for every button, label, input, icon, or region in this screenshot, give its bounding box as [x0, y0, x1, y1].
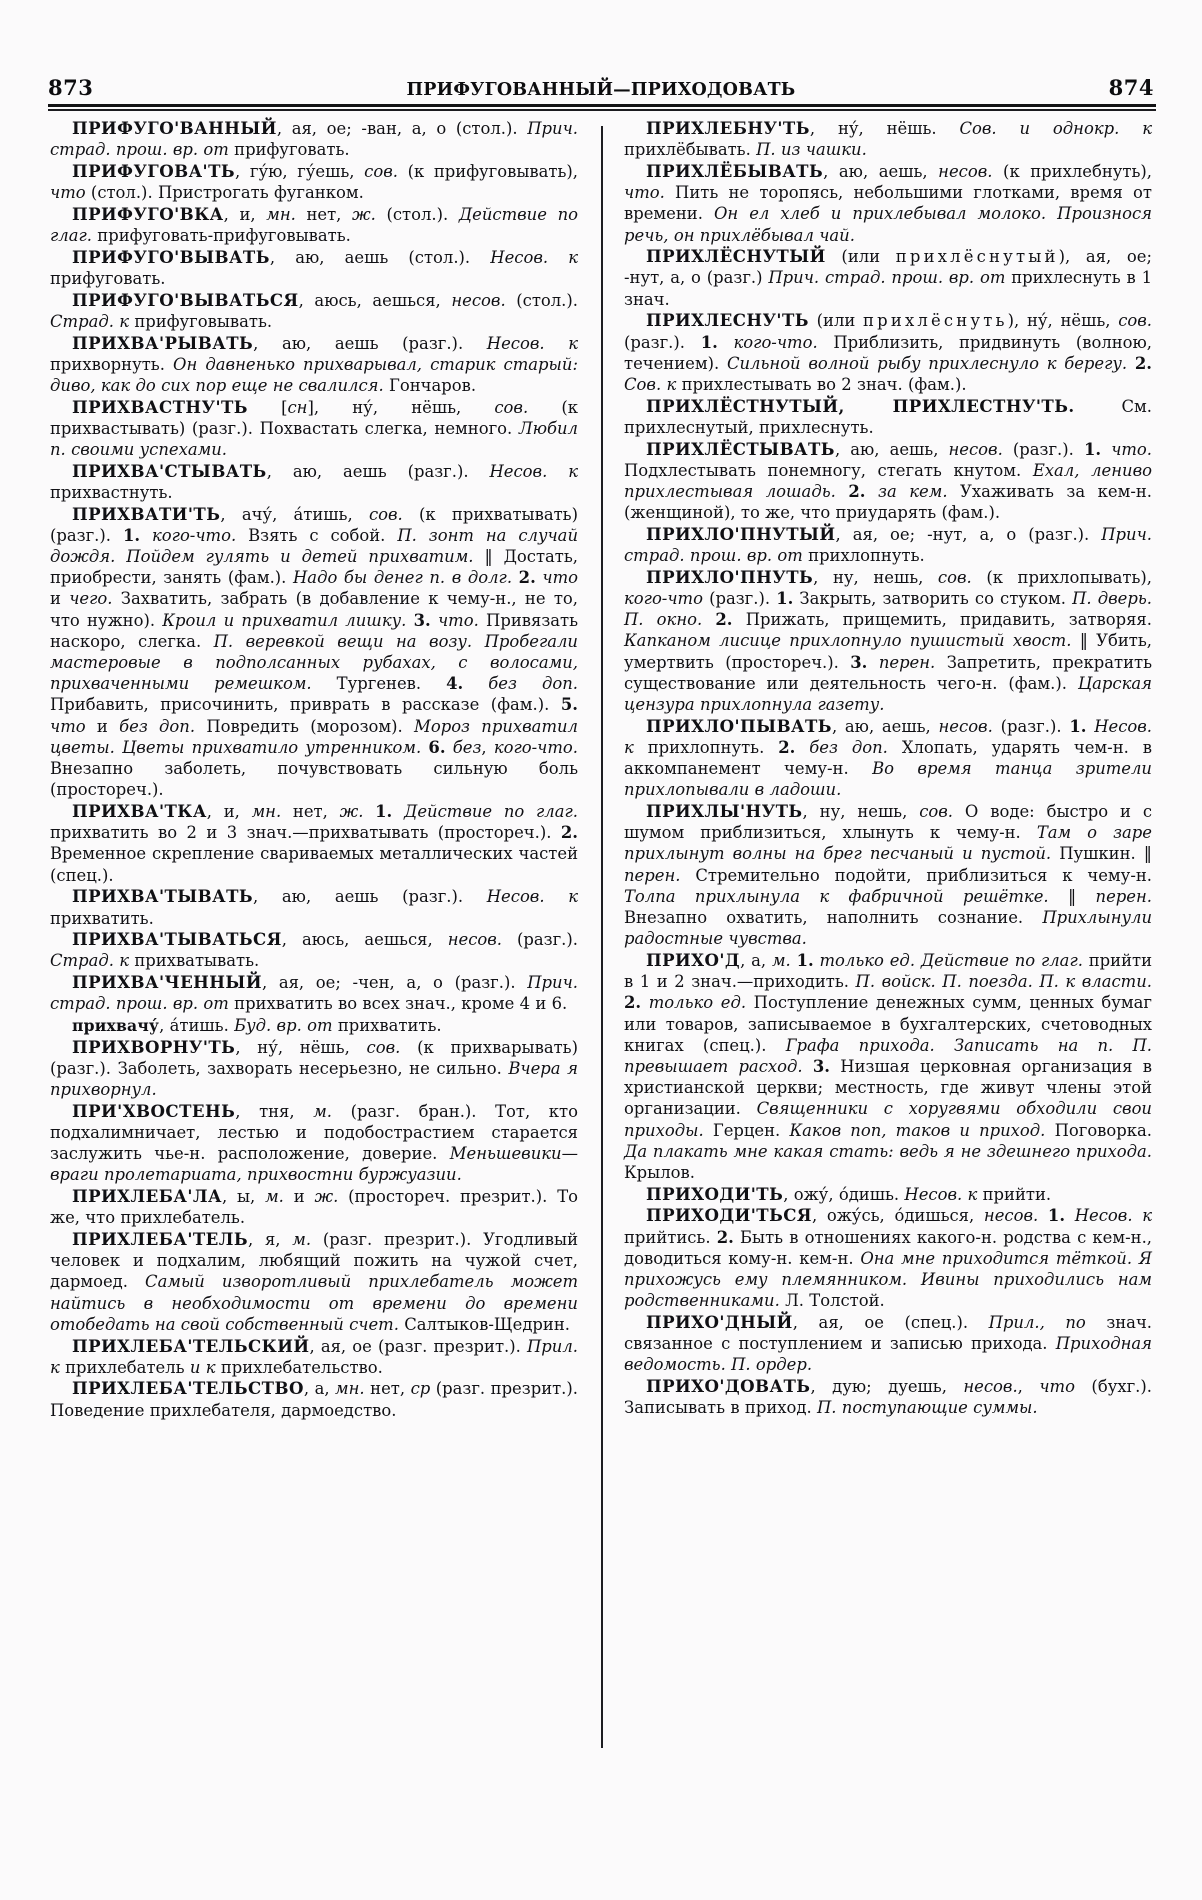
column-gutter: [582, 118, 622, 1768]
dictionary-entry: [624, 801, 1152, 949]
grammatical-abbreviation: перен.: [624, 865, 681, 885]
grammatical-abbreviation: что: [1039, 1376, 1075, 1396]
entry-definition: , аю, аешь (разг.). Несов. к прихватить.: [50, 887, 578, 928]
grammatical-abbreviation: сов.: [494, 397, 529, 417]
grammatical-abbreviation: П. войск. П. поезда. П. к власти.: [855, 972, 1152, 992]
entry-headword: ПРИФУГОВА'ТЬ: [72, 160, 236, 181]
entry-definition: , аю, аешь (разг.). Несов. к прихвастнуть.: [50, 461, 579, 502]
entry-headword: ПРИ'ХВОСТЕНЬ: [72, 1100, 236, 1121]
entry-headword: ПРИХВА'ТЫВАТЬСЯ: [72, 929, 282, 950]
dictionary-entry: [624, 716, 1152, 801]
sense-number: 5.: [560, 695, 578, 715]
entry-definition: , аю, аешь (разг.). Несов. к прихворнуть. Он давненько прихварывал, старик старый: диво, как до сих пор еще не свалился. Гончаров.: [50, 333, 579, 395]
entry-headword: ПРИХОДИ'ТЬСЯ: [646, 1205, 812, 1226]
grammatical-abbreviation: ср: [410, 1379, 431, 1399]
grammatical-abbreviation: П. зонт на случай дождя. Пойдем гулять и детей прихватим.: [50, 525, 578, 567]
entry-headword: ПРИФУГО'ВЫВАТЬСЯ: [72, 289, 299, 310]
dictionary-entry: [50, 504, 578, 801]
grammatical-abbreviation: Прич. страд. прош. вр. от: [624, 524, 1152, 566]
dictionary-entry: [50, 397, 578, 461]
grammatical-abbreviation: что: [50, 183, 86, 203]
grammatical-abbreviation: Буд. вр. от: [234, 1016, 333, 1036]
sense-number: 2.: [715, 610, 733, 630]
sense-number: 1.: [796, 950, 814, 970]
entry-headword: ПРИХЛЕБА'ТЕЛЬ: [72, 1229, 249, 1250]
grammatical-abbreviation: несов.: [938, 716, 993, 736]
sense-number: 1.: [122, 525, 141, 545]
grammatical-abbreviation: м.: [313, 1101, 333, 1121]
grammatical-abbreviation: кого-что.: [493, 737, 578, 757]
entry-definition: , аю, аешь, несов. (к прихлебнуть), что. Пить не торопясь, небольшими глотками, время от времени. Он ел хлеб и прихлебывал молоко. Произнося речь, он прихлёбывал чай.: [624, 161, 1152, 245]
variant-headword-spaced: прихлёснуть: [863, 311, 1008, 331]
grammatical-abbreviation: Страд. к: [50, 951, 130, 971]
running-title: ПРИФУГОВАННЫЙ—ПРИХОДОВАТЬ: [406, 80, 796, 100]
grammatical-abbreviation: м.: [771, 950, 791, 970]
entry-headword: ПРИФУГО'ВАННЫЙ: [72, 118, 277, 138]
entry-headword: ПРИХВАСТНУ'ТЬ: [72, 396, 248, 417]
entry-headword: ПРИХО'ДНЫЙ: [646, 1311, 793, 1332]
grammatical-abbreviation: П. поступающие суммы.: [816, 1398, 1038, 1418]
entry-definition: , аюсь, аешься, несов. (стол.). Страд. к прифуговывать.: [50, 290, 578, 331]
grammatical-abbreviation: Любил п. своими успехами.: [50, 418, 578, 460]
grammatical-abbreviation: несов.: [938, 161, 993, 181]
grammatical-abbreviation: Графа прихода. Записать на п. П. превышает расход.: [624, 1035, 1152, 1076]
grammatical-abbreviation: несов.: [983, 1206, 1039, 1226]
grammatical-abbreviation: Да плакать мне какая стать: ведь я не здешнего прихода.: [624, 1141, 1152, 1161]
grammatical-abbreviation: несов.: [447, 930, 502, 950]
grammatical-abbreviation: Во время танца зрители прихлопывали в ладоши.: [624, 759, 1152, 800]
entry-definition: , ну, нешь, сов. О воде: быстро и с шумом приблизиться, хлынуть к чему-н. Там о заре прихлынут волны на брег песчаный и пустой. Пушкин. ‖ перен. Стремительно подойти, приблизиться к чему-н. Толпа прихлынула к фабричной решётке. ‖ перен. Внезапно охватить, наполнить сознание. Прихлынули радостные чувства.: [624, 802, 1153, 949]
entry-definition: , гу́ю, гу́ешь, сов. (к прифуговывать), что (стол.). Пристрогать фуганком.: [50, 161, 578, 203]
entry-definition: , а, м. 1. только ед. Действие по глаг. прийти в 1 и 2 знач.—приходить. П. войск. П. поезда. П. к власти. 2. только ед. Поступление денежных сумм, ценных бумаг или товаров, записываемое в бухгалтерских, счетоводных книгах (спец.). Графа прихода. Записать на п. П. превышает расход. 3. Низшая церковная организация в христианской церкви; местность, где живут члены этой организации. Священники с хоругвями обходили свои приходы. Герцен. Каков поп, таков и приход. Поговорка. Да плакать мне какая стать: ведь я не здешнего прихода. Крылов.: [624, 950, 1153, 1182]
grammatical-abbreviation: Прич. страд. прош. вр. от: [50, 973, 578, 1014]
sense-number: 2.: [624, 993, 642, 1013]
grammatical-abbreviation: Несов. к: [489, 461, 579, 481]
right-column: [622, 118, 1156, 1768]
header-rule: [48, 104, 1156, 111]
grammatical-abbreviation: Самый изворотливый прихлебатель может найтись в необходимости от времени до времени отобедать на свой собственный счет.: [50, 1272, 578, 1334]
sense-number: 3.: [413, 610, 431, 630]
dictionary-entry: [50, 161, 578, 203]
dictionary-entry: [50, 118, 578, 160]
grammatical-abbreviation: Действие по глаг.: [404, 802, 578, 821]
dictionary-entry: [50, 333, 578, 397]
grammatical-abbreviation: что.: [437, 610, 479, 630]
sense-number: 1.: [776, 588, 794, 608]
grammatical-abbreviation: П. из чашки.: [756, 140, 867, 160]
grammatical-abbreviation: без доп.: [809, 737, 888, 757]
grammatical-abbreviation: Там о заре прихлынут волны на брег песчаный и пустой.: [624, 823, 1153, 864]
sense-number: 2.: [778, 737, 796, 757]
dictionary-entry: [624, 246, 1152, 310]
entry-headword: ПРИХВАТИ'ТЬ: [72, 503, 221, 524]
dictionary-entry: [624, 950, 1152, 1183]
entry-definition: , ая, ое (спец.). Прил., по знач. связанное с поступлением и записью прихода. Приходная ведомость. П. ордер.: [624, 1312, 1153, 1375]
dictionary-entry: [624, 567, 1152, 715]
dictionary-entry: [50, 247, 578, 289]
grammatical-abbreviation: Несов. к: [624, 716, 1153, 757]
dictionary-entry: [624, 310, 1152, 395]
grammatical-abbreviation: Он ел хлеб и прихлебывал молоко. Произнося речь, он прихлёбывал чай.: [624, 204, 1152, 245]
dictionary-entry: [624, 161, 1152, 246]
folio-right: 874: [1108, 75, 1154, 100]
grammatical-abbreviation: несов.: [963, 1376, 1018, 1396]
entry-headword: прихвачу́: [72, 1016, 160, 1036]
dictionary-entry: [624, 118, 1152, 160]
grammatical-abbreviation: Священники с хоругвями обходили свои приходы.: [624, 1099, 1152, 1140]
grammatical-abbreviation: Несов. к: [1074, 1206, 1153, 1226]
left-column-body: [48, 118, 582, 1421]
grammatical-abbreviation: кого-что: [624, 588, 703, 608]
entry-headword: ПРИХЛЕБА'ЛА: [72, 1186, 222, 1207]
sense-number: 2.: [518, 568, 536, 588]
entry-definition: , ая, ое; -ван, а, о (стол.). Прич. страд. прош. вр. от прифуговать.: [50, 119, 578, 160]
grammatical-abbreviation: только ед. Действие по глаг.: [819, 950, 1083, 970]
entry-definition: (или прихлёснуть), ну́, нёшь, сов. (разг.). 1. кого-что. Приблизить, придвинуть (волною, течением). Сильной волной рыбу прихлеснуло к берегу. 2. Сов. к прихлестывать во 2 знач. (фам.).: [624, 311, 1153, 394]
entry-headword: ПРИФУГО'ВЫВАТЬ: [72, 246, 270, 267]
dictionary-entry: [624, 439, 1152, 524]
dictionary-entry: [50, 972, 578, 1014]
grammatical-abbreviation: Прич. страд. прош. вр. от: [768, 268, 1006, 288]
grammatical-abbreviation: сов.: [937, 567, 972, 587]
dictionary-entry: [50, 1015, 578, 1036]
dictionary-entry: [50, 1101, 578, 1186]
grammatical-abbreviation: Страд. к: [50, 311, 130, 331]
grammatical-abbreviation: м.: [292, 1230, 312, 1250]
sense-number: 2.: [560, 823, 578, 843]
grammatical-abbreviation: что.: [1111, 439, 1153, 459]
grammatical-abbreviation: Царская цензура прихлопнула газету.: [624, 673, 1152, 714]
sense-number: 1.: [375, 802, 393, 821]
grammatical-abbreviation: Прил., по: [988, 1312, 1086, 1332]
entry-definition: , ая, ое; -чен, а, о (разг.). Прич. страд. прош. вр. от прихватить во всех знач., кроме 4 и 6.: [50, 973, 578, 1014]
dictionary-entry: [50, 1037, 578, 1101]
left-column: [48, 118, 582, 1768]
entry-definition: , ну́, нёшь. Сов. и однокр. к прихлёбывать. П. из чашки.: [624, 119, 1152, 160]
grammatical-abbreviation: Ехал, лениво прихлестывая лошадь.: [624, 460, 1152, 501]
entry-headword: ПРИХВОРНУ'ТЬ: [72, 1036, 236, 1057]
grammatical-abbreviation: Каков поп, таков и приход.: [789, 1120, 1046, 1140]
right-column-body: [622, 118, 1156, 1418]
entry-definition: , аюсь, аешься, несов. (разг.). Страд. к прихватывать.: [50, 930, 578, 971]
entry-headword: ПРИХЛЕСНУ'ТЬ: [646, 310, 809, 331]
entry-headword: ПРИХЛЁБЫВАТЬ: [646, 160, 824, 181]
grammatical-abbreviation: мн.: [251, 802, 282, 821]
grammatical-abbreviation: несов.: [948, 439, 1003, 459]
dictionary-entry: [624, 1376, 1152, 1418]
grammatical-abbreviation: П. дверь. П. окно.: [624, 588, 1153, 630]
entry-headword: ПРИХЛЁСТНУТЫЙ, ПРИХЛЕСТНУ'ТЬ.: [646, 395, 1075, 416]
grammatical-abbreviation: без: [452, 737, 482, 757]
sense-number: 1.: [700, 332, 718, 352]
dictionary-entry: [50, 886, 578, 928]
sense-number: 3.: [812, 1056, 831, 1076]
entry-headword: ПРИХОДИ'ТЬ: [646, 1183, 784, 1204]
entry-headword: ПРИХВА'СТЫВАТЬ: [72, 460, 267, 481]
grammatical-abbreviation: мн.: [266, 204, 296, 224]
entry-definition: , ая, ое (разг. презрит.). Прил. к прихлебатель и к прихлебательство.: [50, 1336, 578, 1377]
grammatical-abbreviation: перен.: [878, 652, 936, 672]
entry-headword: ПРИХЛЫ'НУТЬ: [646, 801, 803, 821]
grammatical-abbreviation: П. веревкой вещи на возу. Пробегали мастеровые в подполсанных рубахах, с волосами, прихваченными ремешком.: [50, 631, 578, 694]
grammatical-abbreviation: Он давненько прихварывал, старик старый: диво, как до сих пор еще не свалился.: [50, 354, 578, 395]
grammatical-abbreviation: только ед.: [648, 993, 747, 1013]
sense-number: 2.: [848, 481, 866, 501]
grammatical-abbreviation: сов.: [919, 802, 954, 821]
grammatical-abbreviation: Несов. к: [486, 887, 578, 907]
column-divider-rule: [601, 126, 603, 1748]
grammatical-abbreviation: Вчера я прихворнул.: [50, 1058, 578, 1100]
entry-headword: ПРИХЛЕБНУ'ТЬ: [646, 118, 810, 138]
entry-definition: , а, мн. нет, ср (разг. презрит.). Поведение прихлебателя, дармоедство.: [50, 1379, 578, 1420]
grammatical-abbreviation: Действие по глаг.: [50, 204, 578, 246]
grammatical-abbreviation: Мороз прихватил цветы. Цветы прихватило утренником.: [50, 716, 578, 757]
sense-number: 1.: [1047, 1206, 1066, 1226]
entry-headword: ПРИХВА'ЧЕННЫЙ: [72, 972, 262, 993]
sense-number: 2.: [1134, 353, 1152, 373]
dictionary-entry: [50, 1186, 578, 1228]
grammatical-abbreviation: Прихлынули радостные чувства.: [624, 908, 1152, 949]
entry-definition: , аю, аешь, несов. (разг.). 1. что. Подхлестывать понемногу, стегать кнутом. Ехал, лениво прихлестывая лошадь. 2. за кем. Ухаживать за кем-н. (женщиной), то же, что приударять (фам.).: [624, 439, 1153, 523]
variant-headword-spaced: прихлёснутый: [895, 247, 1059, 267]
grammatical-abbreviation: сов.: [366, 1037, 401, 1057]
entry-headword: ПРИХЛЁСНУТЫЙ: [646, 246, 826, 267]
dictionary-entry: [50, 461, 578, 503]
grammatical-abbreviation: сов.: [364, 161, 398, 181]
grammatical-abbreviation: Сов. к: [624, 374, 677, 394]
entry-definition: , а́тишь. Буд. вр. от прихватить.: [159, 1016, 442, 1036]
grammatical-abbreviation: несов.: [451, 290, 506, 310]
sense-number: 2.: [716, 1227, 734, 1247]
grammatical-abbreviation: кого-что.: [152, 525, 237, 545]
grammatical-abbreviation: ж.: [314, 1187, 339, 1207]
column-container: [48, 118, 1156, 1768]
entry-headword: ПРИХЛО'ПНУТЫЙ: [646, 523, 836, 544]
sense-number: 1.: [1069, 716, 1087, 736]
entry-headword: ПРИХЛЁСТЫВАТЬ: [646, 438, 835, 459]
entry-headword: ПРИХО'ДОВАТЬ: [646, 1375, 811, 1396]
entry-headword: ПРИХВА'ТЫВАТЬ: [72, 886, 254, 907]
entry-headword: ПРИХВА'РЫВАТЬ: [72, 332, 254, 353]
entry-definition: (или прихлёснутый), ая, ое; -нут, а, о (разг.) Прич. страд. прош. вр. от прихлеснуть в 1 знач.: [624, 247, 1152, 309]
entry-headword: ПРИХВА'ТКА: [72, 801, 207, 821]
grammatical-abbreviation: и к: [189, 1357, 216, 1377]
grammatical-abbreviation: ж.: [352, 204, 376, 224]
entry-definition: [сн], ну́, нёшь, сов. (к прихвастывать) (разг.). Похвастать слегка, немного. Любил п. своими успехами.: [50, 397, 578, 460]
grammatical-abbreviation: сн: [287, 397, 308, 417]
dictionary-entry: [50, 290, 578, 332]
entry-definition: См. прихлеснутый, прихлеснуть.: [624, 396, 1153, 437]
grammatical-abbreviation: Надо бы денег п. в долг.: [293, 568, 513, 588]
page-header: [48, 66, 1154, 100]
grammatical-abbreviation: Меньшевики—враги пролетариата, прихвостни буржуазии.: [50, 1144, 578, 1185]
dictionary-entry: [50, 1336, 578, 1378]
grammatical-abbreviation: кого-что.: [733, 332, 818, 352]
grammatical-abbreviation: Несов. к: [490, 247, 579, 267]
dictionary-entry: [50, 929, 578, 971]
entry-headword: ПРИХЛЕБА'ТЕЛЬСТВО: [72, 1378, 304, 1399]
sense-number: 1.: [1083, 439, 1102, 459]
entry-definition: , ачу́, а́тишь, сов. (к прихватывать) (разг.). 1. кого-что. Взять с собой. П. зонт на случай дождя. Пойдем гулять и детей прихватим. ‖ Достать, приобрести, занять (фам.). Надо бы денег п. в долг. 2. что и чего. Захватить, забрать (в добавление к чему-н., не то, что нужно). Кроил и прихватил лишку. 3. что. Привязать наскоро, слегка. П. веревкой вещи на возу. Пробегали мастеровые в подполсанных рубахах, с волосами, прихваченными ремешком. Тургенев. 4. без доп. Прибавить, присочинить, приврать в рассказе (фам.). 5. что и без доп. Повредить (морозом). Мороз прихватил цветы. Цветы прихватило утренником. 6. без, кого-что. Внезапно заболеть, почувствовать сильную боль (простореч.).: [50, 504, 579, 800]
grammatical-abbreviation: без доп.: [119, 716, 196, 736]
folio-left: 873: [48, 75, 94, 100]
entry-headword: ПРИХЛЕБА'ТЕЛЬСКИЙ: [72, 1335, 310, 1356]
grammatical-abbreviation: без доп.: [488, 674, 578, 694]
grammatical-abbreviation: Несов. к: [904, 1184, 978, 1204]
grammatical-abbreviation: Капканом лисице прихлопнуло пушистый хвост.: [624, 631, 1072, 651]
grammatical-abbreviation: сов.: [1118, 311, 1153, 331]
header-rule-thin: [48, 109, 1156, 111]
grammatical-abbreviation: Она мне приходится тёткой. Я прихожусь ему племянником. Ивины приходились нам родственниками.: [624, 1248, 1152, 1311]
entry-headword: ПРИХЛО'ПЫВАТЬ: [646, 715, 832, 736]
grammatical-abbreviation: м.: [265, 1187, 284, 1207]
entry-definition: , ну́, нёшь, сов. (к прихварывать) (разг.). Заболеть, захворать несерьезно, не сильно. Вчера я прихворнул.: [50, 1037, 578, 1100]
dictionary-entry: [624, 1312, 1152, 1376]
dictionary-entry: [50, 204, 578, 246]
grammatical-abbreviation: Сильной волной рыбу прихлеснуло к берегу.: [726, 353, 1128, 373]
entry-definition: , ая, ое; -нут, а, о (разг.). Прич. страд. прош. вр. от прихлопнуть.: [624, 524, 1152, 566]
entry-definition: , ожу́, о́дишь. Несов. к прийти.: [783, 1184, 1052, 1204]
grammatical-abbreviation: сов.: [368, 504, 403, 524]
grammatical-abbreviation: что.: [624, 183, 665, 203]
entry-headword: ПРИХО'Д: [646, 949, 741, 970]
grammatical-abbreviation: ж.: [339, 802, 364, 821]
grammatical-abbreviation: Кроил и прихватил лишку.: [162, 610, 407, 630]
entry-definition: , и, мн. нет, ж. (стол.). Действие по глаг. прифуговать-прифуговывать.: [50, 204, 578, 246]
dictionary-entry: [624, 524, 1152, 566]
entry-definition: , дую; дуешь, несов., что (бухг.). Записывать в приход. П. поступающие суммы.: [624, 1376, 1152, 1418]
dictionary-entry: [50, 801, 578, 886]
grammatical-abbreviation: за кем.: [878, 481, 948, 501]
entry-definition: , аю, аешь, несов. (разг.). 1. Несов. к прихлопнуть. 2. без доп. Хлопать, ударять чем-н. в аккомпанемент чему-н. Во время танца зрители прихлопывали в ладоши.: [624, 716, 1153, 800]
sense-number: 6.: [428, 737, 446, 757]
entry-definition: , аю, аешь (стол.). Несов. к прифуговать.: [50, 247, 579, 288]
entry-definition: , ну, нешь, сов. (к прихлопывать), кого-что (разг.). 1. Закрыть, затворить со стуком. П. дверь. П. окно. 2. Прижать, прищемить, придавить, затворяя. Капканом лисице прихлопнуло пушистый хвост. ‖ Убить, умертвить (простореч.). 3. перен. Запретить, прекратить существование или деятельность чего-н. (фам.). Царская цензура прихлопнула газету.: [624, 567, 1153, 714]
sense-number: 4.: [446, 674, 464, 694]
grammatical-abbreviation: что: [50, 716, 86, 736]
grammatical-abbreviation: что: [542, 568, 579, 588]
dictionary-entry: [50, 1229, 578, 1335]
grammatical-abbreviation: Прич. страд. прош. вр. от: [50, 119, 578, 160]
grammatical-abbreviation: Прил. к: [50, 1336, 578, 1377]
dictionary-entry: [624, 396, 1152, 438]
dictionary-entry: [624, 1184, 1152, 1205]
entry-definition: , ы, м. и ж. (простореч. презрит.). То же, что прихлебатель.: [50, 1187, 579, 1228]
entry-definition: , я, м. (разг. презрит.). Угодливый человек и подхалим, любящий пожить на чужой счет, дармоед. Самый изворотливый прихлебатель может найтись в необходимости от времени до времени отобедать на свой собственный счет. Салтыков-Щедрин.: [50, 1230, 578, 1334]
grammatical-abbreviation: Сов. и однокр. к: [959, 119, 1152, 138]
entry-definition: , тня, м. (разг. бран.). Тот, кто подхалимничает, лестью и подобострастием старается заслужить чье-н. расположение, доверие. Меньшевики—враги пролетариата, прихвостни буржуазии.: [50, 1101, 578, 1185]
sense-number: 3.: [850, 652, 868, 672]
grammatical-abbreviation: чего.: [69, 589, 113, 609]
grammatical-abbreviation: Приходная ведомость. П. ордер.: [624, 1334, 1152, 1375]
grammatical-abbreviation: Несов. к: [486, 333, 579, 353]
entry-definition: , ожу́сь, о́дишься, несов. 1. Несов. к прийтись. 2. Быть в отношениях какого-н. родства с кем-н., доводиться кому-н. кем-н. Она мне приходится тёткой. Я прихожусь ему племянником. Ивины приходились нам родственниками. Л. Толстой.: [624, 1206, 1153, 1311]
entry-definition: , и, мн. нет, ж. 1. Действие по глаг. прихватить во 2 и 3 знач.—прихватывать (простореч.). 2. Временное скрепление свариваемых металлических частей (спец.).: [50, 802, 578, 885]
grammatical-abbreviation: перен.: [1095, 886, 1152, 906]
grammatical-abbreviation: мн.: [335, 1379, 365, 1399]
entry-headword: ПРИФУГО'ВКА: [72, 203, 224, 224]
dictionary-entry: [50, 1378, 578, 1420]
entry-headword: ПРИХЛО'ПНУТЬ: [646, 566, 814, 587]
grammatical-abbreviation: Толпа прихлынула к фабричной решётке.: [624, 886, 1049, 906]
dictionary-entry: [624, 1205, 1152, 1311]
